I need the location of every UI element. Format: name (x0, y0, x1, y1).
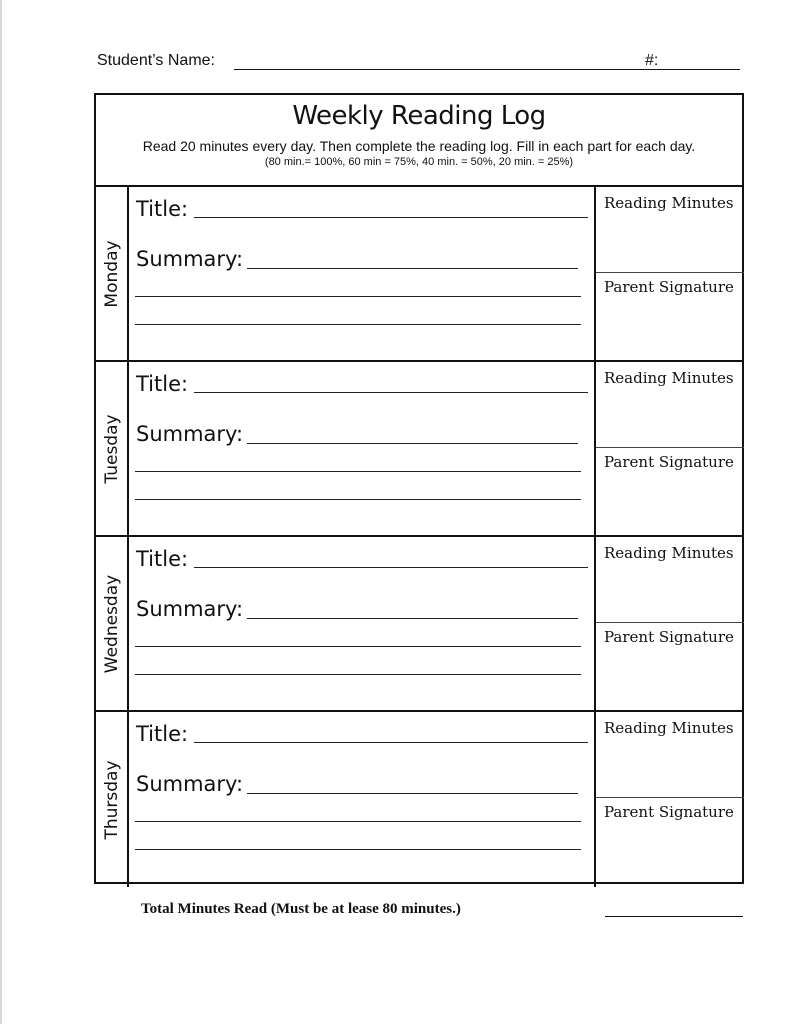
total-minutes-field[interactable] (605, 916, 743, 917)
minutes-signature-cell (594, 712, 742, 887)
student-number-field[interactable] (672, 69, 740, 70)
page-title: Weekly Reading Log (292, 101, 546, 131)
day-label-cell (96, 362, 129, 535)
student-name-field[interactable] (234, 69, 737, 70)
summary-line[interactable] (135, 499, 581, 500)
day-row-thursday (96, 712, 742, 887)
grading-scale-text: (80 min.= 100%, 60 min = 75%, 40 min. = 50%, 20 min. = 25%) (264, 156, 574, 168)
title-label: Title: (136, 722, 189, 746)
title-label: Title: (136, 547, 189, 571)
summary-label: Summary: (136, 247, 244, 271)
total-minutes-label: Total Minutes Read (Must be at lease 80 minutes.) (141, 901, 461, 917)
minutes-signature-cell (594, 187, 742, 360)
summary-line[interactable] (247, 618, 578, 619)
title-line[interactable] (194, 217, 588, 218)
day-row-wednesday (96, 537, 742, 712)
summary-line[interactable] (135, 471, 581, 472)
day-label-cell (96, 712, 129, 887)
day-label-wednesday: Wednesday (101, 574, 122, 673)
title-line[interactable] (194, 392, 588, 393)
title-label: Title: (136, 197, 189, 221)
student-number-label: #: (645, 52, 659, 69)
summary-line[interactable] (247, 268, 578, 269)
day-label-monday: Monday (101, 239, 122, 308)
parent-signature-label: Parent Signature (604, 628, 734, 646)
summary-label: Summary: (136, 422, 244, 446)
summary-line[interactable] (135, 674, 581, 675)
day-row-monday (96, 187, 742, 362)
title-label: Title: (136, 372, 189, 396)
day-label-tuesday: Tuesday (101, 413, 122, 484)
reading-minutes-label: Reading Minutes (604, 544, 734, 562)
student-name-label: Student’s Name: (97, 52, 215, 69)
day-label-thursday: Thursday (101, 759, 122, 840)
parent-signature-label: Parent Signature (604, 803, 734, 821)
reading-log-header (96, 95, 742, 187)
instructions-text: Read 20 minutes every day. Then complete the reading log. Fill in each part for each day. (142, 138, 696, 154)
page-edge (0, 0, 2, 1024)
day-row-tuesday (96, 362, 742, 537)
summary-line[interactable] (135, 646, 581, 647)
title-line[interactable] (194, 567, 588, 568)
minutes-signature-cell (594, 537, 742, 710)
summary-line[interactable] (247, 443, 578, 444)
divider (596, 622, 744, 623)
reading-minutes-label: Reading Minutes (604, 719, 734, 737)
summary-label: Summary: (136, 597, 244, 621)
summary-label: Summary: (136, 772, 244, 796)
divider (596, 797, 744, 798)
day-label-cell (96, 537, 129, 710)
summary-line[interactable] (135, 296, 581, 297)
reading-minutes-label: Reading Minutes (604, 194, 734, 212)
reading-log-table (94, 93, 744, 884)
reading-minutes-label: Reading Minutes (604, 369, 734, 387)
summary-line[interactable] (135, 324, 581, 325)
day-label-cell (96, 187, 129, 360)
student-info-row (97, 52, 743, 74)
title-line[interactable] (194, 742, 588, 743)
parent-signature-label: Parent Signature (604, 278, 734, 296)
summary-line[interactable] (135, 849, 581, 850)
minutes-signature-cell (594, 362, 742, 535)
divider (596, 272, 744, 273)
divider (596, 447, 744, 448)
parent-signature-label: Parent Signature (604, 453, 734, 471)
summary-line[interactable] (135, 821, 581, 822)
summary-line[interactable] (247, 793, 578, 794)
